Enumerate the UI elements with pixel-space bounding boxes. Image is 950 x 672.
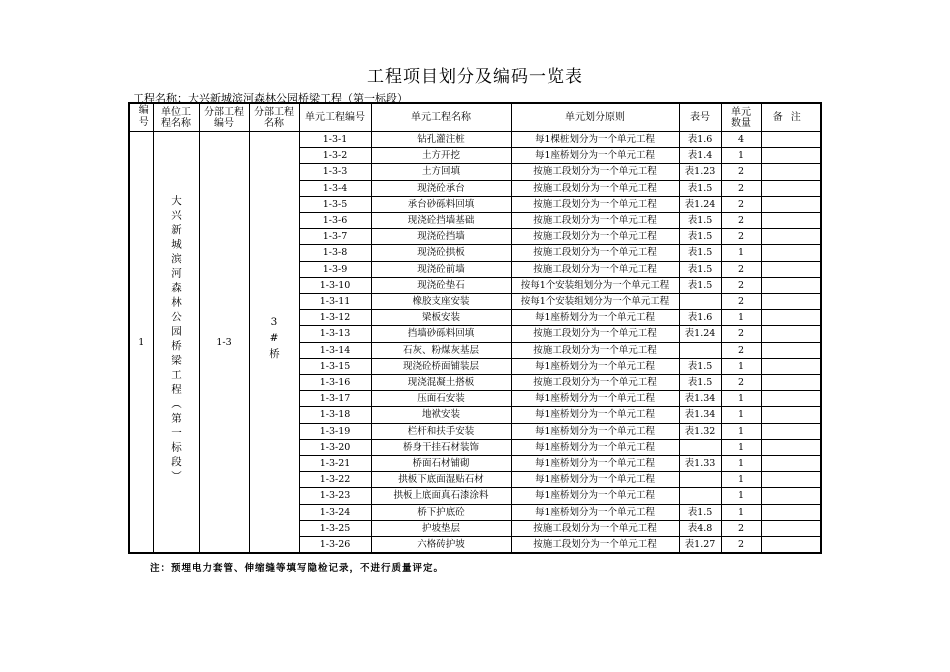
element-code-cell: 1-3-6	[299, 213, 371, 229]
count-cell: 2	[721, 520, 761, 536]
remark-cell	[761, 520, 821, 536]
remark-cell	[761, 391, 821, 407]
remark-cell	[761, 294, 821, 310]
group-unit-project-name: 大兴新城滨河森林公园桥梁工程（第一标段）	[153, 132, 199, 554]
remark-cell	[761, 504, 821, 520]
header-no: 编号	[129, 103, 153, 132]
element-name-cell: 拱板下底面湿贴石材	[371, 472, 511, 488]
remark-cell	[761, 132, 821, 148]
header-table-no: 表号	[679, 103, 721, 132]
element-code-cell: 1-3-8	[299, 245, 371, 261]
principle-cell: 按施工段划分为一个单元工程	[511, 261, 679, 277]
remark-cell	[761, 439, 821, 455]
count-cell: 2	[721, 196, 761, 212]
count-cell: 2	[721, 326, 761, 342]
remark-cell	[761, 488, 821, 504]
principle-cell: 按每1个安装组划分为一个单元工程	[511, 294, 679, 310]
header-element-name: 单元工程名称	[371, 103, 511, 132]
element-code-cell: 1-3-17	[299, 391, 371, 407]
page-title: 工程项目划分及编码一览表	[367, 67, 583, 87]
count-cell: 2	[721, 294, 761, 310]
count-cell: 1	[721, 358, 761, 374]
element-name-cell: 桥面石材铺砌	[371, 456, 511, 472]
group-sub-project-no: 1-3	[199, 132, 249, 554]
element-name-cell: 挡墙砂砾料回填	[371, 326, 511, 342]
principle-cell: 按施工段划分为一个单元工程	[511, 196, 679, 212]
remark-cell	[761, 472, 821, 488]
count-cell: 1	[721, 310, 761, 326]
remark-cell	[761, 342, 821, 358]
count-cell: 2	[721, 261, 761, 277]
principle-cell: 按施工段划分为一个单元工程	[511, 213, 679, 229]
principle-cell: 每1座桥划分为一个单元工程	[511, 488, 679, 504]
element-code-cell: 1-3-10	[299, 277, 371, 293]
count-cell: 2	[721, 213, 761, 229]
element-name-cell: 钻孔灌注桩	[371, 132, 511, 148]
header-count: 单元数量	[721, 103, 761, 132]
element-name-cell: 六格砖护坡	[371, 537, 511, 554]
remark-cell	[761, 196, 821, 212]
element-name-cell: 现浇砼挡墙	[371, 229, 511, 245]
principle-cell: 每1座桥划分为一个单元工程	[511, 391, 679, 407]
principle-cell: 按施工段划分为一个单元工程	[511, 164, 679, 180]
element-code-cell: 1-3-12	[299, 310, 371, 326]
principle-cell: 每1座桥划分为一个单元工程	[511, 407, 679, 423]
element-code-cell: 1-3-1	[299, 132, 371, 148]
table-no-cell: 表1.32	[679, 423, 721, 439]
remark-cell	[761, 245, 821, 261]
count-cell: 2	[721, 180, 761, 196]
element-code-cell: 1-3-26	[299, 537, 371, 554]
element-name-cell: 梁板安装	[371, 310, 511, 326]
table-no-cell: 表1.5	[679, 213, 721, 229]
principle-cell: 按施工段划分为一个单元工程	[511, 245, 679, 261]
principle-cell: 每1座桥划分为一个单元工程	[511, 423, 679, 439]
count-cell: 2	[721, 375, 761, 391]
element-name-cell: 现浇砼挡墙基础	[371, 213, 511, 229]
principle-cell: 按施工段划分为一个单元工程	[511, 520, 679, 536]
table-no-cell: 表1.5	[679, 229, 721, 245]
table-no-cell: 表1.24	[679, 196, 721, 212]
header-element-no: 单元工程编号	[299, 103, 371, 132]
element-code-cell: 1-3-11	[299, 294, 371, 310]
table-no-cell: 表1.23	[679, 164, 721, 180]
remark-cell	[761, 358, 821, 374]
table-no-cell: 表1.27	[679, 537, 721, 554]
group-no: 1	[129, 132, 153, 554]
principle-cell: 按施工段划分为一个单元工程	[511, 375, 679, 391]
element-code-cell: 1-3-24	[299, 504, 371, 520]
remark-cell	[761, 456, 821, 472]
table-no-cell: 表1.5	[679, 277, 721, 293]
element-code-cell: 1-3-25	[299, 520, 371, 536]
table-no-cell: 表1.5	[679, 261, 721, 277]
remark-cell	[761, 213, 821, 229]
count-cell: 4	[721, 132, 761, 148]
element-name-cell: 现浇砼承台	[371, 180, 511, 196]
principle-cell: 每1座桥划分为一个单元工程	[511, 148, 679, 164]
remark-cell	[761, 326, 821, 342]
remark-cell	[761, 537, 821, 554]
count-cell: 1	[721, 423, 761, 439]
remark-cell	[761, 277, 821, 293]
count-cell: 2	[721, 229, 761, 245]
header-principle: 单元划分原则	[511, 103, 679, 132]
count-cell: 1	[721, 148, 761, 164]
remark-cell	[761, 229, 821, 245]
element-name-cell: 桥身干挂石材装饰	[371, 439, 511, 455]
table-no-cell	[679, 472, 721, 488]
principle-cell: 每1座桥划分为一个单元工程	[511, 504, 679, 520]
element-name-cell: 桥下护底砼	[371, 504, 511, 520]
element-code-cell: 1-3-13	[299, 326, 371, 342]
table-no-cell	[679, 439, 721, 455]
table-no-cell: 表1.34	[679, 407, 721, 423]
element-name-cell: 承台砂砾料回填	[371, 196, 511, 212]
count-cell: 1	[721, 245, 761, 261]
element-code-cell: 1-3-15	[299, 358, 371, 374]
principle-cell: 每1座桥划分为一个单元工程	[511, 472, 679, 488]
element-code-cell: 1-3-22	[299, 472, 371, 488]
count-cell: 1	[721, 488, 761, 504]
count-cell: 1	[721, 391, 761, 407]
element-code-cell: 1-3-20	[299, 439, 371, 455]
element-code-cell: 1-3-9	[299, 261, 371, 277]
header-sub-project-no: 分部工程编号	[199, 103, 249, 132]
remark-cell	[761, 164, 821, 180]
element-code-cell: 1-3-5	[299, 196, 371, 212]
principle-cell: 按施工段划分为一个单元工程	[511, 326, 679, 342]
remark-cell	[761, 310, 821, 326]
remark-cell	[761, 180, 821, 196]
project-breakdown-table	[128, 102, 822, 554]
table-no-cell: 表1.6	[679, 132, 721, 148]
element-name-cell: 土方开挖	[371, 148, 511, 164]
count-cell: 1	[721, 456, 761, 472]
group-sub-project-name: 3#桥	[249, 132, 299, 554]
project-name: 工程名称：大兴新城滨河森林公园桥梁工程（第一标段）	[133, 92, 408, 105]
count-cell: 1	[721, 407, 761, 423]
table-no-cell	[679, 488, 721, 504]
principle-cell: 每1座桥划分为一个单元工程	[511, 310, 679, 326]
element-name-cell: 现浇砼垫石	[371, 277, 511, 293]
footnote: 注：预埋电力套管、伸缩缝等填写隐检记录，不进行质量评定。	[150, 563, 445, 574]
header-unit-project-name: 单位工程名称	[153, 103, 199, 132]
principle-cell: 每1座桥划分为一个单元工程	[511, 456, 679, 472]
principle-cell: 按施工段划分为一个单元工程	[511, 180, 679, 196]
table-no-cell: 表1.24	[679, 326, 721, 342]
element-name-cell: 护坡垫层	[371, 520, 511, 536]
remark-cell	[761, 148, 821, 164]
table-no-cell: 表1.33	[679, 456, 721, 472]
table-no-cell: 表4.8	[679, 520, 721, 536]
element-code-cell: 1-3-4	[299, 180, 371, 196]
remark-cell	[761, 375, 821, 391]
principle-cell: 每1座桥划分为一个单元工程	[511, 358, 679, 374]
table-no-cell: 表1.34	[679, 391, 721, 407]
element-code-cell: 1-3-3	[299, 164, 371, 180]
table-no-cell: 表1.5	[679, 375, 721, 391]
element-code-cell: 1-3-14	[299, 342, 371, 358]
element-name-cell: 压面石安装	[371, 391, 511, 407]
element-name-cell: 土方回填	[371, 164, 511, 180]
table-no-cell	[679, 342, 721, 358]
count-cell: 1	[721, 439, 761, 455]
element-code-cell: 1-3-19	[299, 423, 371, 439]
table-no-cell: 表1.5	[679, 180, 721, 196]
table-no-cell: 表1.6	[679, 310, 721, 326]
count-cell: 1	[721, 504, 761, 520]
count-cell: 2	[721, 537, 761, 554]
remark-cell	[761, 423, 821, 439]
count-cell: 1	[721, 472, 761, 488]
principle-cell: 按施工段划分为一个单元工程	[511, 229, 679, 245]
table-header-row	[129, 103, 821, 132]
element-name-cell: 橡胶支座安装	[371, 294, 511, 310]
element-name-cell: 拱板上底面真石漆涂料	[371, 488, 511, 504]
header-sub-project-name: 分部工程名称	[249, 103, 299, 132]
element-name-cell: 现浇砼前墙	[371, 261, 511, 277]
table-no-cell: 表1.5	[679, 245, 721, 261]
table-no-cell: 表1.5	[679, 504, 721, 520]
element-name-cell: 栏杆和扶手安装	[371, 423, 511, 439]
principle-cell: 按每1个安装组划分为一个单元工程	[511, 277, 679, 293]
principle-cell: 按施工段划分为一个单元工程	[511, 342, 679, 358]
element-code-cell: 1-3-16	[299, 375, 371, 391]
element-name-cell: 现浇混凝土搭板	[371, 375, 511, 391]
table-no-cell	[679, 294, 721, 310]
element-code-cell: 1-3-23	[299, 488, 371, 504]
principle-cell: 每1棵桩划分为一个单元工程	[511, 132, 679, 148]
count-cell: 2	[721, 342, 761, 358]
count-cell: 2	[721, 164, 761, 180]
element-name-cell: 地袱安装	[371, 407, 511, 423]
element-code-cell: 1-3-18	[299, 407, 371, 423]
table-no-cell: 表1.5	[679, 358, 721, 374]
principle-cell: 按施工段划分为一个单元工程	[511, 537, 679, 554]
element-name-cell: 现浇砼拱板	[371, 245, 511, 261]
element-code-cell: 1-3-2	[299, 148, 371, 164]
element-name-cell: 现浇砼桥面铺装层	[371, 358, 511, 374]
element-name-cell: 石灰、粉煤灰基层	[371, 342, 511, 358]
element-code-cell: 1-3-7	[299, 229, 371, 245]
remark-cell	[761, 407, 821, 423]
header-remark: 备注	[761, 103, 821, 132]
table-no-cell: 表1.4	[679, 148, 721, 164]
count-cell: 2	[721, 277, 761, 293]
remark-cell	[761, 261, 821, 277]
element-code-cell: 1-3-21	[299, 456, 371, 472]
table-row	[129, 132, 821, 148]
principle-cell: 每1座桥划分为一个单元工程	[511, 439, 679, 455]
